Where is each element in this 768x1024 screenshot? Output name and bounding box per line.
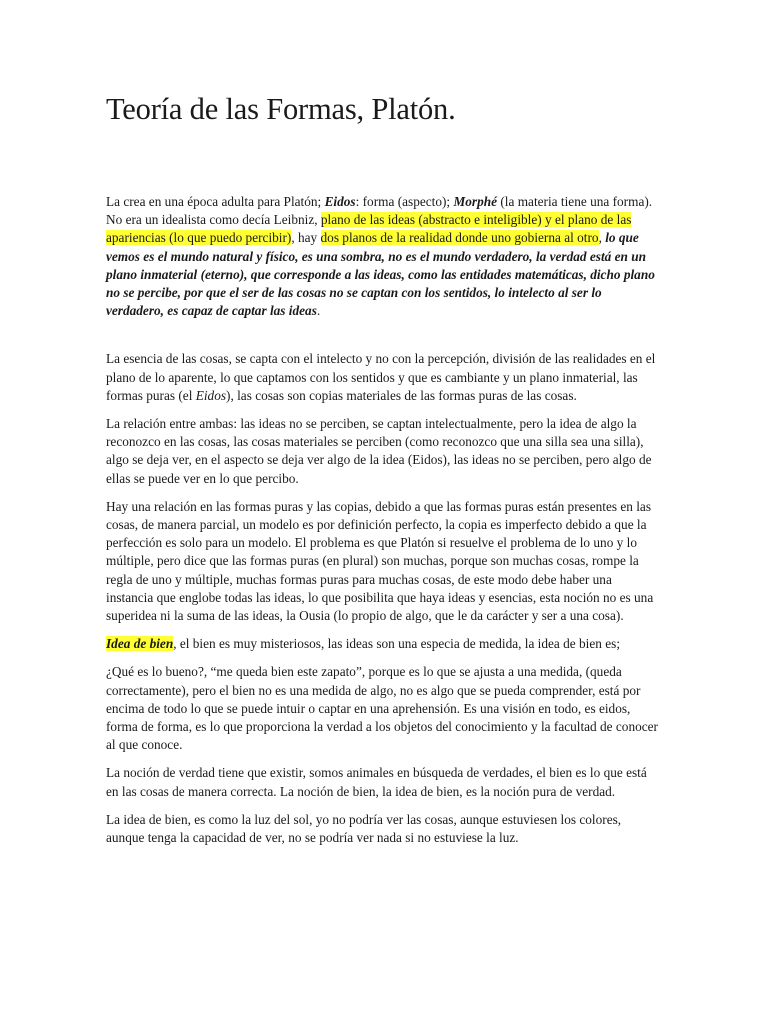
- term-morphe: Morphé: [453, 194, 498, 209]
- paragraph-idea-of-good: [106, 635, 662, 653]
- highlight-planes: plano de las ideas (abstracto e inteligible) y el plano de las apariencias (lo que puedo percibir): [106, 212, 632, 246]
- paragraph-relation: La relación entre ambas: las ideas no se perciben, se captan intelectualmente, pero la idea de algo la reconozco en las cosas, las cosas materiales se perciben (como reconozco que una silla sea una silla), algo se deja ver, en el aspecto se deja ver algo de la idea (Eidos), las ideas no se perciben, pero algo de ellas se puede ver en lo que percibo.: [106, 416, 652, 486]
- intro-text-5: ,: [598, 230, 606, 246]
- intro-text-1: La crea en una época adulta para Platón;: [106, 194, 325, 209]
- paragraph-truth: La noción de verdad tiene que existir, somos animales en búsqueda de verdades, el bien es lo que está en las cosas de manera correcta. La noción de bien, la idea de bien, es la noción pura de verdad.: [106, 765, 647, 799]
- paragraph-essence: [106, 350, 662, 405]
- idea-de-bien-label: Idea de bien: [106, 636, 174, 652]
- intro-emphasis: lo que vemos es el mundo natural y físico, es una sombra, no es el mundo verdadero, la verdad está en un plano inmaterial (eterno), que corresponde a las ideas, como las entidades matemáticas, dicho plano no se percibe, por que el ser de las cosas no se captan con los sentidos, lo intelecto al ser lo verdadero, es capaz de captar las ideas: [106, 230, 655, 319]
- essence-text-2: ), las cosas son copias materiales de las formas puras de las cosas.: [226, 387, 577, 403]
- term-eidos-italic: Eidos: [195, 387, 227, 403]
- highlight-two-planes: dos planos de la realidad donde uno gobierna al otro: [320, 230, 599, 246]
- intro-text-4: , hay: [291, 230, 321, 246]
- document-title: Teoría de las Formas, Platón.: [106, 92, 456, 126]
- essence-text-1: La esencia de las cosas, se capta con el intelecto y no con la percepción, división de las realidades en el plano de lo aparente, lo que captamos con los sentidos y que es cambiante y un plano inmaterial, las formas puras (el: [106, 351, 656, 403]
- intro-text-2: : forma (aspecto);: [355, 194, 454, 209]
- idea-de-bien-text: , el bien es muy misteriosos, las ideas son una especia de medida, la idea de bien es;: [173, 636, 621, 652]
- paragraph-sun-light: La idea de bien, es como la luz del sol, yo no podría ver las cosas, aunque estuviesen los colores, aunque tenga la capacidad de ver, no se podría ver nada si no estuviese la luz.: [106, 811, 622, 846]
- paragraph-forms-copies: Hay una relación en las formas puras y las copias, debido a que las formas puras están presentes en las cosas, de manera parcial, un modelo es por definición perfecto, la copia es imperfecto debido a que la perfección es solo para un modelo. El problema es que Platón si resuelve el problema de lo uno y lo múltiple, pero dice que las formas puras (en plural) son muchas, porque son muchas cosas, rompe la regla de uno y múltiple, muchas formas puras para muchas cosas, de este modo debe haber una instancia que englobe todas las ideas, lo que posibilita que haya ideas y esencias, esta noción no es una superidea ni la suma de las ideas, la Ousia (lo propio de algo, que le da carácter y ser a una cosa).: [106, 498, 654, 624]
- paragraph-intro: [106, 193, 662, 320]
- document-body: [106, 193, 662, 857]
- intro-end: .: [316, 303, 321, 319]
- intro-text-3: (la materia tiene una forma). No era un idealista como decía Leibniz,: [106, 194, 653, 228]
- term-eidos: Eidos: [324, 194, 356, 209]
- paragraph-what-is-good: ¿Qué es lo bueno?, “me queda bien este zapato”, porque es lo que se ajusta a una medida, (queda correctamente), pero el bien no es una medida de algo, no es algo que se pueda comprender, está por encima de todo lo que se puede intuir o captar en una aprehensión. Es una visión en todo, es eidos, forma de forma, es lo que proporciona la verdad a los objetos del conocimiento y la facultad de conocer al que conoce.: [106, 664, 658, 753]
